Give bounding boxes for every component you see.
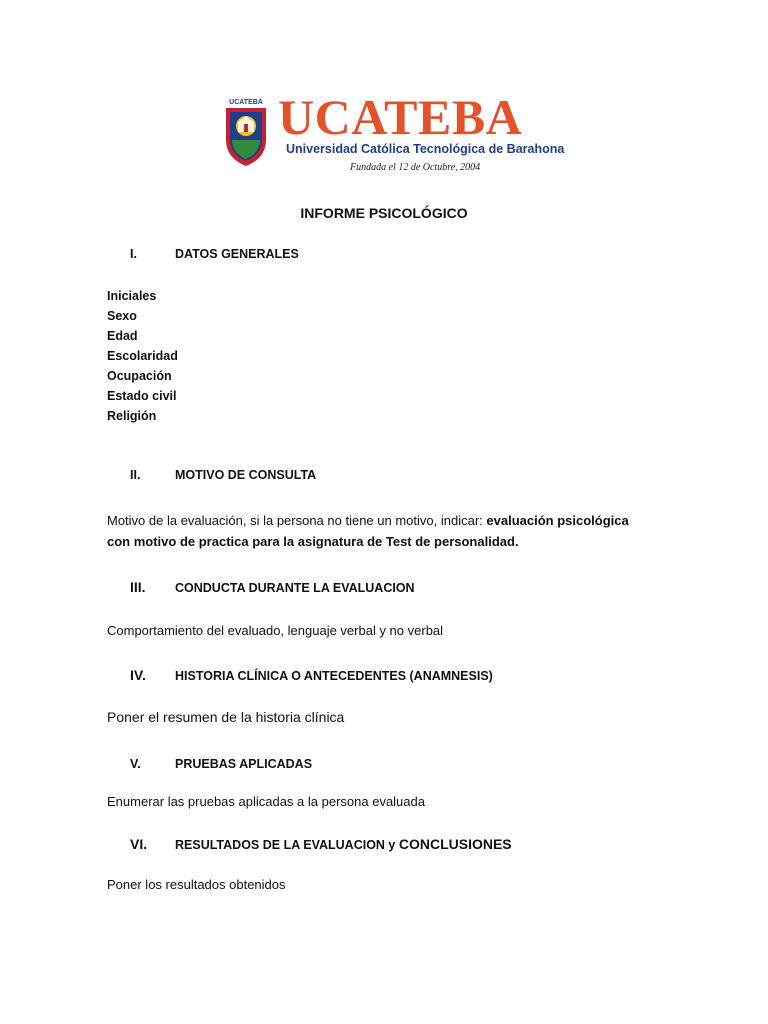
section-label: DATOS GENERALES (175, 247, 299, 261)
section-label: PRUEBAS APLICADAS (175, 757, 313, 771)
conducta-text: Comportamiento del evaluado, lenguaje verbal y no verbal (107, 623, 444, 638)
list-item: Religión (107, 409, 157, 423)
document-title: INFORME PSICOLÓGICO (300, 205, 468, 221)
section-label: MOTIVO DE CONSULTA (175, 468, 317, 482)
section-heading-motivo-consulta (130, 468, 316, 482)
section-number: III. (130, 579, 146, 595)
motivo-bold-text-1: evaluación psicológica (486, 513, 629, 528)
list-item: Iniciales (107, 289, 157, 303)
motivo-bold-text-2: con motivo de practica para la asignatura de Test de personalidad. (107, 534, 519, 549)
brand-name: UCATEBA (278, 89, 523, 145)
founded-date: Fundada el 12 de Octubre, 2004 (350, 162, 481, 173)
section-number: IV. (130, 667, 146, 683)
section-number: II. (130, 468, 141, 482)
university-logo (220, 89, 570, 178)
list-item: Ocupación (107, 369, 172, 383)
historia-text: Poner el resumen de la historia clínica (107, 709, 345, 725)
svg-text:UCATEBA: UCATEBA (229, 99, 263, 106)
pruebas-text: Enumerar las pruebas aplicadas a la persona evaluada (107, 794, 425, 809)
motivo-paragraph (107, 510, 677, 552)
brand-subtitle: Universidad Católica Tecnológica de Barahona (286, 142, 565, 156)
list-item: Estado civil (107, 389, 177, 403)
section-number: I. (130, 247, 137, 261)
section-heading-resultados (130, 836, 512, 852)
section-label: CONDUCTA DURANTE LA EVALUACION (175, 581, 415, 595)
section-label: HISTORIA CLÍNICA O ANTECEDENTES (ANAMNESIS) (175, 669, 493, 683)
list-item: Escolaridad (107, 349, 178, 363)
datos-generales-list (107, 286, 178, 426)
university-crest-icon (220, 96, 272, 168)
section-label-part: CONCLUSIONES (398, 836, 512, 852)
section-number: V. (130, 757, 141, 771)
section-label-part: RESULTADOS DE LA EVALUACION y (175, 838, 399, 852)
section-heading-conducta (130, 579, 415, 595)
resultados-text: Poner los resultados obtenidos (107, 877, 286, 892)
section-label (175, 838, 512, 852)
list-item: Edad (107, 329, 138, 343)
section-number: VI. (130, 836, 148, 852)
motivo-plain-text: Motivo de la evaluación, si la persona no tiene un motivo, indicar: (107, 513, 487, 528)
list-item: Sexo (107, 309, 137, 323)
section-heading-pruebas (130, 757, 312, 771)
section-heading-datos-generales (130, 247, 299, 261)
section-heading-historia-clinica (130, 667, 493, 683)
